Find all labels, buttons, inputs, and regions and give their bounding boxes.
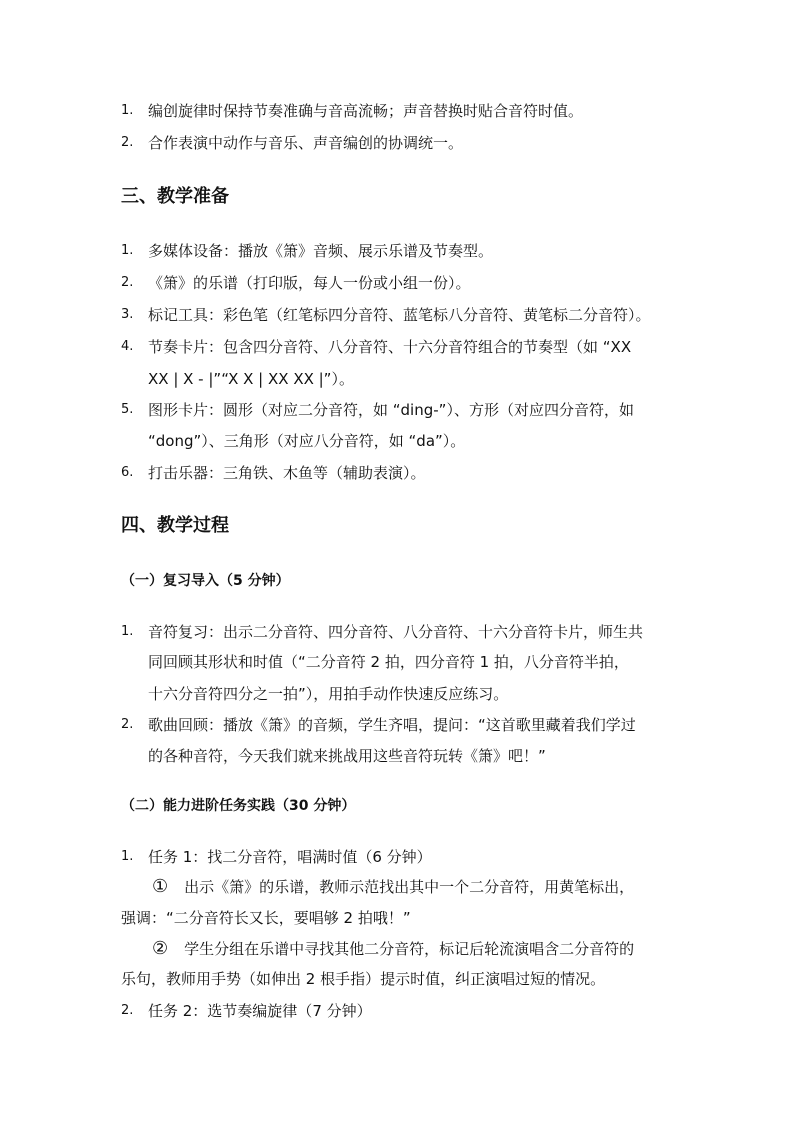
list-item: 合作表演中动作与音乐、声音编创的协调统一。 (148, 134, 464, 152)
list-item-continuation: XX | X - |”“X X | XX XX |”）。 (148, 370, 354, 388)
step-line (152, 877, 634, 897)
list-number: 5. (121, 402, 134, 417)
list-number: 4. (121, 339, 134, 354)
list-number: 1. (121, 849, 134, 864)
step-text: 出示《箫》的乐谱，教师示范找出其中一个二分音符，用黄笔标出， (184, 878, 635, 896)
list-number: 1. (121, 624, 134, 639)
list-item: 歌曲回顾：播放《箫》的音频，学生齐唱，提问：“这首歌里藏着我们学过 (148, 716, 636, 734)
list-item-continuation: 的各种音符，今天我们就来挑战用这些音符玩转《箫》吧！” (148, 747, 546, 765)
subsection-heading: （二）能力进阶任务实践（30 分钟） (121, 798, 356, 814)
list-item: 编创旋律时保持节奏准确与音高流畅；声音替换时贴合音符时值。 (148, 102, 584, 120)
list-item: 《箫》的乐谱（打印版，每人一份或小组一份）。 (148, 274, 471, 292)
step-continuation: 强调：“二分音符长又长，要唱够 2 拍哦！” (121, 909, 411, 927)
step-line (152, 939, 634, 959)
list-item: 标记工具：彩色笔（红笔标四分音符、蓝笔标八分音符、黄笔标二分音符）。 (148, 306, 651, 324)
section-heading: 四、教学过程 (121, 515, 229, 536)
list-number: 3. (121, 307, 134, 322)
subsection-heading: （一）复习导入（5 分钟） (121, 573, 290, 589)
list-number: 2. (121, 275, 134, 290)
list-item: 图形卡片：圆形（对应二分音符，如 “ding-”）、方形（对应四分音符，如 (148, 401, 634, 419)
list-item-continuation: 十六分音符四分之一拍”），用拍手动作快速反应练习。 (148, 685, 509, 703)
list-item-continuation: 同回顾其形状和时值（“二分音符 2 拍，四分音符 1 拍，八分音符半拍， (148, 653, 629, 671)
step-marker: ① (152, 876, 169, 897)
list-number: 1. (121, 243, 134, 258)
step-marker: ② (152, 938, 169, 959)
step-continuation: 乐句，教师用手势（如伸出 2 根手指）提示时值，纠正演唱过短的情况。 (121, 970, 606, 988)
list-item: 节奏卡片：包含四分音符、八分音符、十六分音符组合的节奏型（如 “XX (148, 338, 632, 356)
list-number: 1. (121, 103, 134, 118)
list-item: 音符复习：出示二分音符、四分音符、八分音符、十六分音符卡片，师生共 (148, 623, 644, 641)
list-item: 多媒体设备：播放《箫》音频、展示乐谱及节奏型。 (148, 242, 494, 260)
task-title: 任务 1：找二分音符，唱满时值（6 分钟） (148, 848, 432, 866)
list-number: 2. (121, 717, 134, 732)
list-item-continuation: “dong”）、三角形（对应八分音符，如 “da”）。 (148, 432, 466, 450)
section-heading: 三、教学准备 (121, 186, 229, 207)
list-number: 6. (121, 465, 134, 480)
list-number: 2. (121, 135, 134, 150)
task-title: 任务 2：选节奏编旋律（7 分钟） (148, 1002, 372, 1020)
list-item: 打击乐器：三角铁、木鱼等（辅助表演）。 (148, 464, 426, 482)
list-number: 2. (121, 1003, 134, 1018)
step-text: 学生分组在乐谱中寻找其他二分音符，标记后轮流演唱含二分音符的 (184, 940, 635, 958)
